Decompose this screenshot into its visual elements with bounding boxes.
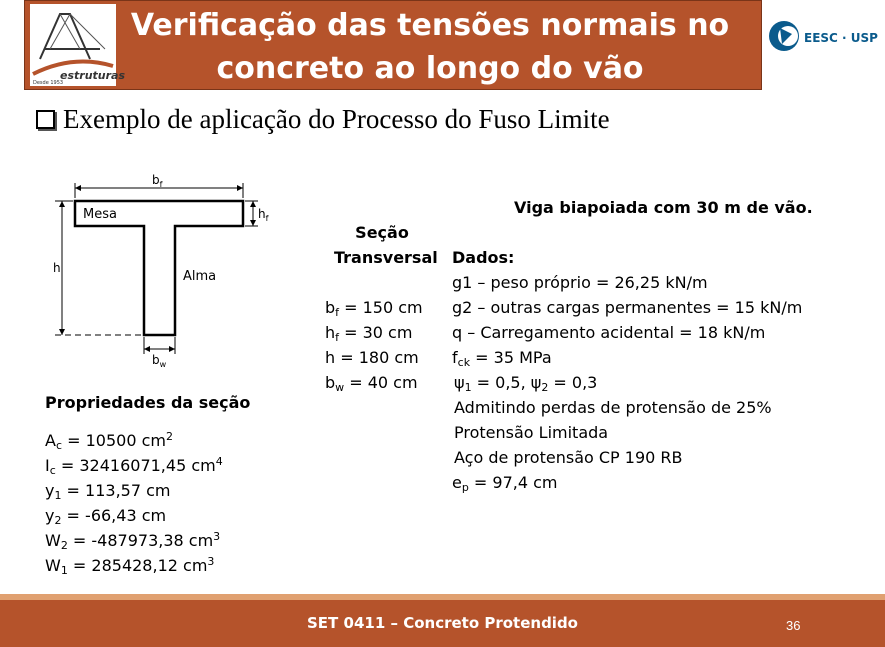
mesa-label: Mesa: [83, 207, 117, 222]
load-g1: g1 – peso próprio = 26,25 kN/m: [452, 273, 708, 292]
eesc-usp-logo: [766, 14, 884, 60]
property-w2: $W_2 = -487973,38$ $cm^3$: [45, 530, 221, 552]
title-line-1: Verificação das tensões normais no: [130, 8, 730, 43]
data-title: Dados:: [452, 248, 515, 267]
beam-data-list: [452, 270, 802, 495]
bf-label: $b_f$: [152, 173, 163, 189]
psi-factors: $\psi_1 = 0,5$, $\psi_2 = 0,3$: [454, 373, 598, 394]
properties-title: Propriedades da seção: [45, 393, 251, 412]
h-label: h: [53, 261, 61, 275]
alma-label: Alma: [183, 269, 217, 284]
subtitle: [36, 102, 610, 136]
svg-text:EESC · USP: EESC · USP: [804, 31, 878, 45]
svg-text:estruturas: estruturas: [60, 69, 126, 82]
property-y2: $y_2 = -66,43$ cm: [45, 506, 167, 527]
section-dimensions-list: [325, 295, 423, 395]
property-area: $A_c = 10500$ $cm^2$: [45, 430, 173, 452]
beam-title: Viga biapoiada com 30 m de vão.: [514, 198, 813, 217]
subtitle-text: Exemplo de aplicação do Processo do Fuso Limite: [63, 104, 610, 134]
dimension-bf: $b_f = 150$ cm: [325, 298, 423, 319]
prestress-losses: Admitindo perdas de protensão de 25%: [454, 398, 772, 417]
dimension-h: h = 180 cm: [325, 348, 419, 367]
property-y1: $y_1 = 113,57$ cm: [45, 481, 171, 502]
property-inertia: $I_c = 32416071,45$ $cm^4$: [45, 455, 223, 477]
estruturas-logo: [30, 4, 126, 86]
page-number: 36: [786, 618, 801, 633]
properties-list: [45, 428, 223, 578]
t-section-diagram: [40, 168, 290, 368]
concrete-fck: $f_{ck} = 35$ MPa: [452, 348, 552, 369]
title-line-2: concreto ao longo do vão: [216, 51, 644, 86]
hf-label: $h_f$: [258, 207, 269, 223]
dimension-bw: $b_w = 40$ cm: [325, 373, 418, 394]
load-q: q – Carregamento acidental = 18 kN/m: [452, 323, 766, 342]
checkbox-bullet-icon: [36, 110, 55, 129]
prestress-steel: Aço de protensão CP 190 RB: [454, 448, 683, 467]
section-title: Seção Transversal: [334, 223, 438, 267]
load-g2: g2 – outras cargas permanentes = 15 kN/m: [452, 298, 803, 317]
prestress-level: Protensão Limitada: [454, 423, 609, 442]
bw-label: $b_w$: [152, 353, 167, 369]
eccentricity: $e_p = 97,4$ cm: [452, 473, 558, 494]
course-name: SET 0411 – Concreto Protendido: [307, 614, 578, 632]
dimension-hf: $h_f = 30$ cm: [325, 323, 413, 344]
page-title: [110, 4, 750, 90]
property-w1: $W_1 = 285428,12$ $cm^3$: [45, 555, 215, 577]
svg-text:Desde 1953: Desde 1953: [33, 80, 64, 86]
